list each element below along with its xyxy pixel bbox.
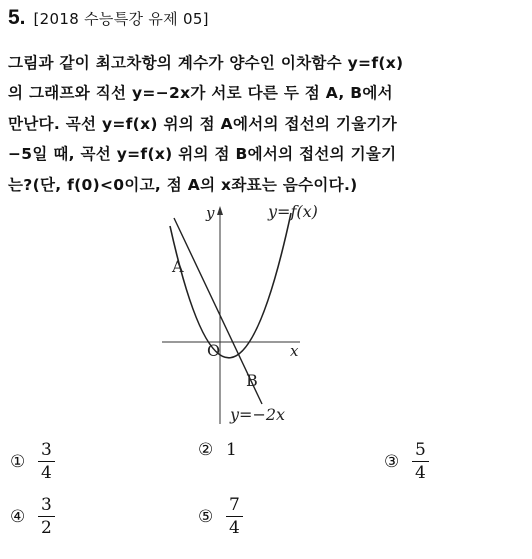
choice-2[interactable] [198, 440, 237, 460]
choice-5-numerator: 7 [226, 495, 243, 517]
choice-1-denominator: 4 [41, 463, 52, 483]
y-axis-label: y [206, 204, 215, 222]
choice-1[interactable] [10, 440, 55, 483]
x-axis-label: x [290, 342, 299, 360]
line-label: y=−2x [230, 405, 286, 424]
choice-1-fraction [38, 440, 55, 483]
problem-text-line-4: −5일 때, 곡선 y=f(x) 위의 점 B에서의 접선의 기울기 [8, 145, 397, 163]
choice-3[interactable] [384, 440, 429, 483]
function-graph [150, 196, 370, 428]
choice-4-numerator: 3 [38, 495, 55, 517]
problem-text-line-3: 만난다. 곡선 y=f(x) 위의 점 A에서의 접선의 기울기가 [8, 115, 398, 133]
choice-5-denominator: 4 [229, 518, 240, 538]
y-axis-arrow-icon [217, 206, 223, 215]
choice-4-fraction [38, 495, 55, 538]
choice-3-marker: ③ [384, 451, 400, 472]
choice-4-denominator: 2 [41, 518, 52, 538]
choice-5[interactable] [198, 495, 243, 538]
problem-text-line-2: 의 그래프와 직선 y=−2x가 서로 다른 두 점 A, B에서 [8, 84, 393, 102]
choice-3-numerator: 5 [412, 440, 429, 462]
choice-1-numerator: 3 [38, 440, 55, 462]
question-header [8, 6, 209, 32]
choice-3-denominator: 4 [415, 463, 426, 483]
choice-2-marker: ② [198, 440, 214, 460]
choice-1-marker: ① [10, 451, 26, 472]
point-a-label: A [172, 257, 184, 276]
choice-5-marker: ⑤ [198, 506, 214, 527]
origin-label: O [207, 341, 221, 360]
choice-3-fraction [412, 440, 429, 483]
choice-4-marker: ④ [10, 506, 26, 527]
choice-5-fraction [226, 495, 243, 538]
question-number: 5. [8, 6, 26, 29]
choice-2-value: 1 [226, 440, 237, 460]
problem-text-line-1: 그림과 같이 최고차항의 계수가 양수인 이차함수 y=f(x) [8, 54, 404, 72]
problem-text-line-5: 는?(단, f(0)<0이고, 점 A의 x좌표는 음수이다.) [8, 176, 358, 194]
point-b-label: B [246, 371, 258, 390]
question-source: [2018 수능특강 유제 05] [33, 10, 209, 28]
choice-4[interactable] [10, 495, 55, 538]
curve-label: y=f(x) [268, 202, 318, 221]
